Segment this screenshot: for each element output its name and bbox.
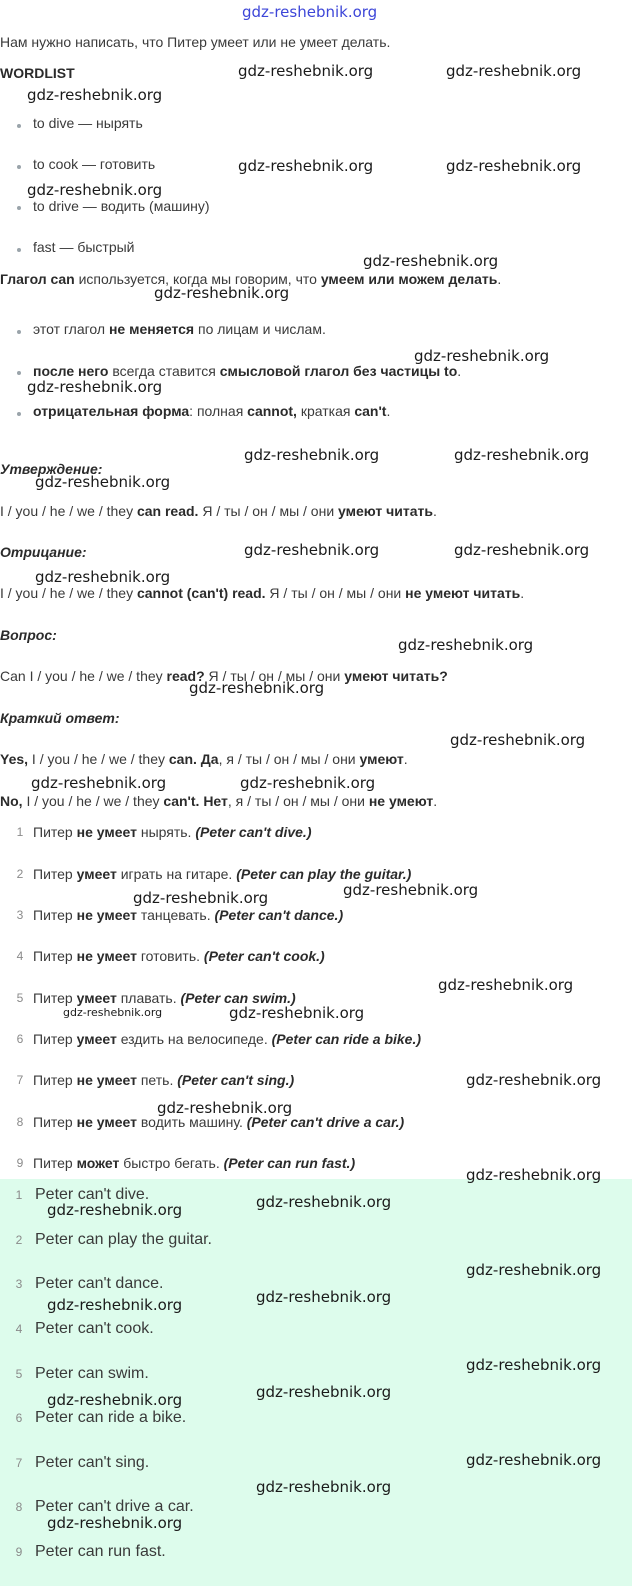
exercise-item: Питер умеет плавать. (Peter can swim.) — [33, 990, 296, 1006]
short-answer-yes: Yes, I / you / he / we / they can. Да, я / ты / он / мы / они умеют. — [0, 751, 408, 767]
answer-item: Peter can't cook. — [35, 1320, 154, 1337]
answer-number: 3 — [15, 1277, 23, 1291]
negative-example: I / you / he / we / they cannot (can't) read. Я / ты / он / мы / они не умеют читать. — [0, 585, 525, 601]
exercise-number: 1 — [16, 825, 24, 839]
answer-item: Peter can swim. — [35, 1365, 149, 1382]
exercise-item: Питер не умеет готовить. (Peter can't cook.) — [33, 948, 325, 964]
watermark: gdz-reshebnik.org — [47, 1296, 183, 1314]
exercise-item: Питер может быстро бегать. (Peter can run fast.) — [33, 1155, 356, 1171]
watermark: gdz-reshebnik.org — [238, 62, 374, 80]
answer-item: Peter can't drive a car. — [35, 1498, 194, 1515]
watermark: gdz-reshebnik.org — [154, 284, 290, 302]
exercise-item: Питер не умеет водить машину. (Peter can't drive a car.) — [33, 1114, 405, 1130]
watermark: gdz-reshebnik.org — [133, 889, 269, 907]
exercise-number: 4 — [16, 949, 24, 963]
exercise-number: 7 — [16, 1073, 24, 1087]
watermark: gdz-reshebnik.org — [27, 181, 163, 199]
watermark: gdz-reshebnik.org — [454, 446, 590, 464]
watermark: gdz-reshebnik.org — [450, 731, 586, 749]
answer-item: Peter can ride a bike. — [35, 1409, 187, 1426]
answer-item: Peter can't dance. — [35, 1275, 164, 1292]
answer-number: 7 — [15, 1456, 23, 1470]
rule-bullet: этот глагол не меняется по лицам и числам. — [33, 321, 326, 337]
answer-number: 6 — [15, 1411, 23, 1425]
rule-paragraph: Глагол can используется, когда мы говорим, что умеем или можем делать. — [0, 271, 502, 287]
watermark: gdz-reshebnik.org — [63, 1006, 163, 1019]
watermark: gdz-reshebnik.org — [256, 1193, 392, 1211]
wordlist-item: fast — быстрый — [33, 239, 135, 255]
answer-item: Peter can't sing. — [35, 1454, 150, 1471]
watermark: gdz-reshebnik.org — [256, 1478, 392, 1496]
wordlist-heading: WORDLIST — [0, 65, 75, 81]
answer-number: 4 — [15, 1322, 23, 1336]
wordlist-item: to drive — водить (машину) — [33, 198, 210, 214]
watermark: gdz-reshebnik.org — [414, 347, 550, 365]
answer-number: 2 — [15, 1233, 23, 1247]
answer-number: 5 — [15, 1367, 23, 1381]
watermark: gdz-reshebnik.org — [47, 1514, 183, 1532]
bullet-dot — [17, 412, 21, 416]
answer-number: 8 — [15, 1500, 23, 1514]
watermark: gdz-reshebnik.org — [240, 774, 376, 792]
question-example: Can I / you / he / we / they read? Я / ты / он / мы / они умеют читать? — [0, 668, 448, 684]
exercise-number: 6 — [16, 1032, 24, 1046]
negative-heading: Отрицание: — [0, 544, 87, 560]
watermark: gdz-reshebnik.org — [363, 252, 499, 270]
wordlist-item: to dive — нырять — [33, 115, 143, 131]
watermark: gdz-reshebnik.org — [466, 1261, 602, 1279]
exercise-number: 5 — [16, 991, 24, 1005]
watermark: gdz-reshebnik.org — [35, 473, 171, 491]
bullet-dot — [17, 165, 21, 169]
watermark: gdz-reshebnik.org — [47, 1391, 183, 1409]
exercise-item: Питер не умеет петь. (Peter can't sing.) — [33, 1072, 295, 1088]
answer-item: Peter can play the guitar. — [35, 1231, 212, 1248]
bullet-dot — [17, 124, 21, 128]
watermark: gdz-reshebnik.org — [398, 636, 534, 654]
exercise-number: 9 — [16, 1156, 24, 1170]
watermark: gdz-reshebnik.org — [244, 446, 380, 464]
rule-bullet: после него всегда ставится смысловой глагол без частицы to. — [33, 363, 462, 379]
bullet-dot — [17, 371, 21, 375]
affirmative-heading: Утверждение: — [0, 461, 103, 477]
watermark: gdz-reshebnik.org — [189, 679, 325, 697]
question-heading: Вопрос: — [0, 627, 57, 643]
watermark: gdz-reshebnik.org — [466, 1451, 602, 1469]
answer-number: 1 — [15, 1188, 23, 1202]
exercise-item: Питер умеет ездить на велосипеде. (Peter can ride a bike.) — [33, 1031, 422, 1047]
answer-item: Peter can run fast. — [35, 1543, 166, 1560]
intro-text: Нам нужно написать, что Питер умеет или не умеет делать. — [0, 34, 391, 50]
watermark: gdz-reshebnik.org — [466, 1166, 602, 1184]
bullet-dot — [17, 248, 21, 252]
watermark: gdz-reshebnik.org — [466, 1356, 602, 1374]
watermark: gdz-reshebnik.org — [229, 1004, 365, 1022]
rule-bullet: отрицательная форма: полная cannot, краткая can't. — [33, 403, 391, 419]
short-answer-no: No, I / you / he / we / they can't. Нет, я / ты / он / мы / они не умеют. — [0, 793, 438, 809]
wordlist-item: to cook — готовить — [33, 156, 156, 172]
watermark: gdz-reshebnik.org — [256, 1383, 392, 1401]
answer-item: Peter can't dive. — [35, 1186, 150, 1203]
watermark: gdz-reshebnik.org — [446, 157, 582, 175]
bullet-dot — [17, 206, 21, 210]
watermark: gdz-reshebnik.org — [27, 378, 163, 396]
watermark: gdz-reshebnik.org — [35, 568, 171, 586]
watermark: gdz-reshebnik.org — [47, 1201, 183, 1219]
exercise-item: Питер умеет играть на гитаре. (Peter can play the guitar.) — [33, 866, 412, 882]
watermark: gdz-reshebnik.org — [466, 1071, 602, 1089]
watermark: gdz-reshebnik.org — [256, 1288, 392, 1306]
watermark: gdz-reshebnik.org — [157, 1099, 293, 1117]
watermark: gdz-reshebnik.org — [438, 976, 574, 994]
affirmative-example: I / you / he / we / they can read. Я / ты / он / мы / они умеют читать. — [0, 503, 437, 519]
exercise-number: 2 — [16, 867, 24, 881]
watermark: gdz-reshebnik.org — [454, 541, 590, 559]
watermark: gdz-reshebnik.org — [31, 774, 167, 792]
exercise-number: 3 — [16, 908, 24, 922]
watermark: gdz-reshebnik.org — [446, 62, 582, 80]
exercise-item: Питер не умеет нырять. (Peter can't dive.) — [33, 824, 312, 840]
exercise-number: 8 — [16, 1115, 24, 1129]
watermark: gdz-reshebnik.org — [244, 541, 380, 559]
short-answer-heading: Краткий ответ: — [0, 710, 120, 726]
answer-number: 9 — [15, 1545, 23, 1559]
exercise-item: Питер не умеет танцевать. (Peter can't dance.) — [33, 907, 344, 923]
watermark-top: gdz-reshebnik.org — [242, 3, 378, 21]
watermark: gdz-reshebnik.org — [238, 157, 374, 175]
watermark: gdz-reshebnik.org — [343, 881, 479, 899]
bullet-dot — [17, 330, 21, 334]
watermark: gdz-reshebnik.org — [27, 86, 163, 104]
